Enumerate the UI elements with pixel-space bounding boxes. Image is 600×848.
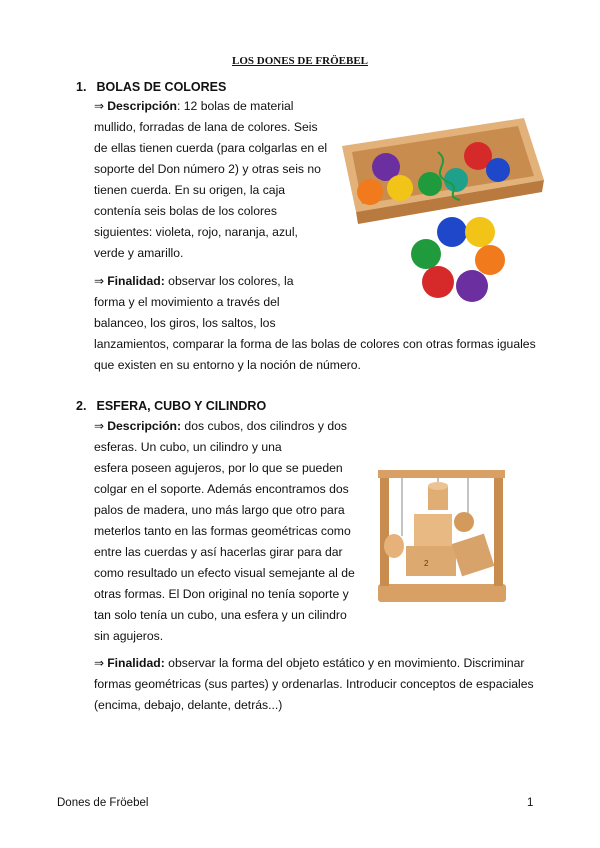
cylinder-top (428, 482, 448, 490)
page-number: 1 (527, 797, 534, 809)
purpose-line: forma y el movimiento a través del (94, 295, 280, 309)
description-line: como resultado un efecto visual semejante al de (94, 566, 355, 580)
wooden-shapes-stand-image (372, 466, 510, 614)
purpose-line: balanceo, los giros, los saltos, los (94, 316, 276, 330)
description-line: dos cubos, dos cilindros y dos (181, 419, 348, 433)
purpose-label: Finalidad: (107, 656, 165, 670)
document-title: LOS DONES DE FRÖEBEL (231, 55, 368, 67)
description-line: tan solo tenía un cubo, una esfera y un cilindro (94, 608, 347, 622)
description-label: Descripción: (107, 419, 182, 433)
section-1-title: BOLAS DE COLORES (96, 80, 227, 94)
section-2-purpose (94, 655, 524, 671)
ball-icon (387, 175, 413, 201)
description-line: siguientes: violeta, rojo, naranja, azul, (94, 225, 298, 239)
purpose-line: formas geométricas (sus partes) y ordenarlas. Introducir conceptos de espaciales (94, 677, 534, 691)
ball-icon (418, 172, 442, 196)
description-line: esferas. Un cubo, un cilindro y una (94, 440, 282, 454)
ball-icon (486, 158, 510, 182)
description-line: entre las cuerdas y así hacerlas girar para dar (94, 545, 343, 559)
ball-icon (465, 217, 495, 247)
description-line: mullido, forradas de lana de colores. Seis (94, 120, 318, 134)
description-line: colgar en el soporte. Además encontramos dos (94, 482, 349, 496)
sphere-icon (454, 512, 474, 532)
cylinder-icon (384, 534, 404, 558)
stand-post (494, 474, 503, 586)
purpose-line: lanzamientos, comparar la forma de las bolas de colores con otras formas iguales (94, 337, 536, 351)
ball-icon (437, 217, 467, 247)
purpose-line: observar la forma del objeto estático y en movimiento. Discriminar (164, 656, 525, 670)
ball-icon (475, 245, 505, 275)
section-1-description (94, 98, 294, 114)
arrow-icon: ⇒ (94, 419, 105, 433)
arrow-icon: ⇒ (94, 274, 105, 288)
description-line: sin agujeros. (94, 629, 164, 643)
description-line: soporte del Don número 2) y otras seis no (94, 162, 321, 176)
purpose-line: (encima, debajo, delante, detrás...) (94, 698, 283, 712)
description-line: de ellas tienen cuerda (para colgarlas en el (94, 141, 328, 155)
cube-icon (452, 534, 495, 577)
ball-icon (444, 168, 468, 192)
description-line: palos de madera, uno más largo que otro para (94, 503, 345, 517)
colored-balls-box-image (338, 112, 550, 308)
cube-icon (406, 546, 456, 576)
cube-number: 2 (424, 559, 429, 568)
purpose-line: observar los colores, la (164, 274, 294, 288)
description-label: Descripción (107, 99, 177, 113)
description-line: : 12 bolas de material (176, 99, 294, 113)
ball-icon (357, 179, 383, 205)
section-1-heading (76, 80, 226, 94)
stand-post (380, 474, 389, 586)
purpose-line: que existen en su entorno y la noción de número. (94, 358, 361, 372)
footer-text: Dones de Fröebel (57, 797, 149, 809)
ball-icon (456, 270, 488, 302)
description-line: tienen cuerda. En su origen, la caja (94, 183, 286, 197)
ball-icon (422, 266, 454, 298)
arrow-icon: ⇒ (94, 99, 105, 113)
section-2-title: ESFERA, CUBO Y CILINDRO (96, 399, 267, 413)
section-1-purpose (94, 273, 293, 289)
stand-top-bar (378, 470, 505, 478)
ball-icon (411, 239, 441, 269)
description-line: verde y amarillo. (94, 246, 184, 260)
section-2-description (94, 418, 347, 434)
purpose-label: Finalidad: (107, 274, 165, 288)
stand-base (378, 584, 506, 602)
description-line: esfera poseen agujeros, por lo que se pueden (94, 461, 343, 475)
description-line: otras formas. El Don original no tenía soporte y (94, 587, 349, 601)
arrow-icon: ⇒ (94, 656, 105, 670)
description-line: meterlos tanto en las formas geométricas como (94, 524, 351, 538)
section-2-number: 2. (76, 399, 87, 413)
section-1-number: 1. (76, 80, 87, 94)
section-2-heading (76, 399, 266, 413)
description-line: contenía seis bolas de los colores (94, 204, 277, 218)
cube-icon (414, 514, 452, 550)
